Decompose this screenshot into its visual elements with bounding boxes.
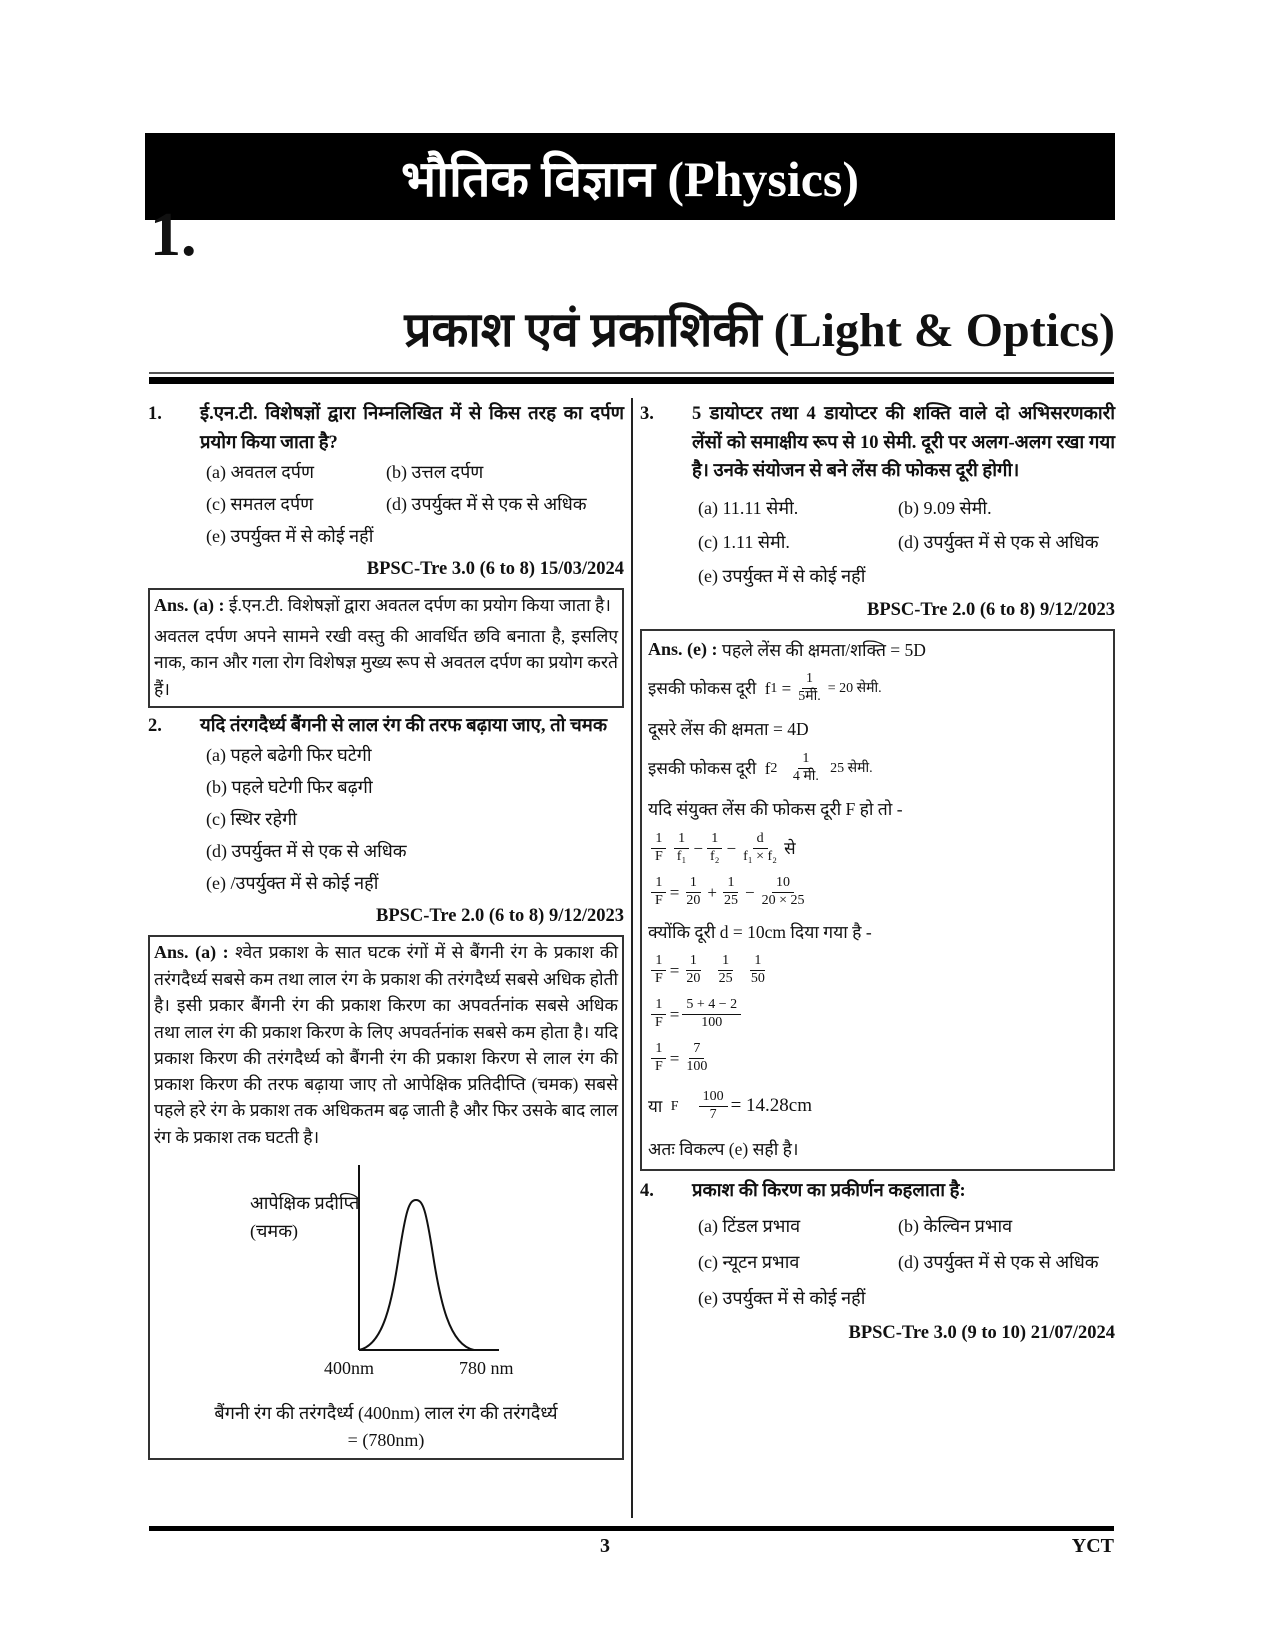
denominator: 5मी. (798, 689, 821, 705)
option-text: /उपर्युक्त में से कोई नहीं (230, 873, 379, 894)
options (698, 492, 1115, 594)
publisher-brand: YCT (1071, 1535, 1114, 1557)
graph-x-end-label: 780 nm (459, 1357, 514, 1378)
solution-text: इसकी फोकस दूरी (648, 758, 757, 778)
numerator: 1 (651, 997, 666, 1015)
question-text: प्रकाश की किरण का प्रकीर्णन कहलाता है: (692, 1180, 966, 1201)
option-label: (e) (698, 566, 718, 587)
denominator: F (655, 1015, 663, 1031)
numerator: 1 (674, 831, 689, 849)
graph-y-label: आपेक्षिक प्रदीप्ति (250, 1192, 360, 1213)
answer-label: Ans. (e) : (648, 639, 718, 660)
equation-substituted: $\frac{1}{F}$ = $\frac{1}{20}$ + $\frac{1}{25}$ − $\frac{10}{20 \times 25}$ (648, 871, 1109, 915)
denominator: F (655, 1059, 663, 1075)
right-column (640, 400, 1115, 1352)
numerator: 1 (651, 953, 666, 971)
option-label: (c) (206, 494, 226, 515)
numerator: 1 (707, 831, 722, 849)
fraction (789, 751, 823, 786)
numerator: 1 (718, 953, 733, 971)
denominator: f₁ × f₂ (743, 849, 778, 865)
option-text: उपर्युक्त में से कोई नहीं (722, 1288, 866, 1309)
question-4 (640, 1177, 1115, 1348)
option-label: (d) (386, 494, 407, 515)
option-label: (c) (206, 809, 226, 830)
graph-y-label-sub: (चमक) (250, 1220, 299, 1241)
exam-source: BPSC-Tre 3.0 (6 to 8) 15/03/2024 (366, 559, 624, 580)
denominator: 20 × 25 (761, 893, 805, 909)
options (206, 457, 624, 553)
denominator: 7 (709, 1107, 717, 1123)
brightness-graph (154, 1150, 618, 1400)
numerator: 1 (750, 953, 765, 971)
solution-line: दूसरे लेंस की क्षमता = 4D (648, 718, 809, 739)
var-f: f (764, 678, 771, 698)
option-text: उपर्युक्त में से एक से अधिक (923, 1252, 1099, 1273)
solution-line: क्योंकि दूरी d = 10cm दिया गया है - (648, 921, 872, 942)
solution-conclusion: अतः विकल्प (e) सही है। (648, 1138, 799, 1159)
question-number: 1. (148, 404, 162, 424)
option-text: टिंडल प्रभाव (722, 1216, 801, 1237)
question-number: 4. (640, 1180, 654, 1201)
option-text: समतल दर्पण (230, 494, 314, 515)
question-text: 5 डायोप्टर तथा 4 डायोप्टर की शक्ति वाले दो अभिसरणकारी लेंसों को समाक्षीय रूप से 10 सेमी. दूरी पर अलग-अलग रखा गया है। उनके संयोजन से बने लेंस की फोकस दूरी होगी। (692, 404, 1115, 482)
option-label: (e) (206, 873, 226, 894)
option-label: (a) (206, 745, 226, 766)
denominator: 100 (686, 1059, 708, 1075)
equation-step: $\frac{1}{F}$ = $\frac{7}{100}$ (648, 1037, 1109, 1081)
result: = 14.28cm (730, 1095, 812, 1117)
answer-label: Ans. (a) : (154, 595, 225, 616)
question-text: ई.एन.टी. विशेषज्ञों द्वारा निम्नलिखित में से किस तरह का दर्पण प्रयोग किया जाता है? (200, 404, 624, 453)
solution-f2 (648, 747, 1109, 791)
fraction (794, 671, 825, 706)
answer-box (640, 629, 1115, 1171)
option-label: (a) (698, 1216, 718, 1237)
solution-line: पहले लेंस की क्षमता/शक्ति = 5D (721, 639, 926, 660)
chapter-title: प्रकाश एवं प्रकाशिकी (Light & Optics) (404, 304, 1115, 357)
option-text: उपर्युक्त में से कोई नहीं (722, 566, 866, 587)
footer-rule (149, 1526, 1114, 1531)
numerator: d (753, 831, 768, 849)
header-rule-thick (149, 377, 1114, 384)
denominator: 25 (718, 971, 733, 987)
solution-line: यदि संयुक्त लेंस की फोकस दूरी F हो तो - (648, 798, 903, 819)
denominator: F (655, 893, 663, 909)
option-label: (b) (386, 462, 407, 483)
numerator: 1 (802, 671, 817, 689)
question-text: यदि तंरगदैर्ध्य बैंगनी से लाल रंग की तरफ बढ़ाया जाए, तो चमक (200, 715, 608, 736)
denominator: F (655, 849, 663, 865)
brightness-curve (359, 1200, 474, 1350)
option-text: उपर्युक्त में से एक से अधिक (411, 494, 587, 515)
denominator: F (655, 971, 663, 987)
option-label: (a) (206, 462, 226, 483)
solution-text: इसकी फोकस दूरी (648, 678, 757, 698)
option-label: (c) (698, 532, 718, 553)
option-text: 9.09 सेमी. (923, 498, 992, 519)
denominator: 25 (723, 893, 738, 909)
chapter-number: 1. (150, 201, 197, 269)
header-rule-thin (149, 372, 1114, 374)
graph-x-start-label: 400nm (324, 1357, 375, 1378)
option-text: उपर्युक्त में से एक से अधिक (923, 532, 1099, 553)
answer-box (148, 935, 624, 1460)
option-text: 1.11 सेमी. (722, 532, 790, 553)
options (206, 740, 624, 900)
numerator: 1 (686, 953, 701, 971)
solution-f1: इसकी फोकस दूरी f 1 = $\frac{1}{\text{5मी.}}$ = 20 सेमी. (648, 671, 882, 705)
var-F: F (670, 1099, 679, 1115)
option-text: उत्तल दर्पण (411, 462, 484, 483)
exam-source: BPSC-Tre 2.0 (6 to 8) 9/12/2023 (375, 906, 624, 927)
question-3 (640, 400, 1115, 1171)
solution-text: से (784, 838, 796, 858)
denominator: 20 (686, 971, 701, 987)
option-label: (b) (206, 777, 227, 798)
question-number: 3. (640, 404, 654, 424)
result: = 20 सेमी. (827, 681, 882, 697)
option-label: (b) (898, 498, 919, 519)
numerator: 5 + 4 − 2 (682, 997, 741, 1015)
option-text: न्यूटन प्रभाव (722, 1252, 800, 1273)
denominator: 20 (686, 893, 701, 909)
denominator: 4 मी. (792, 769, 819, 785)
numerator: 7 (689, 1041, 704, 1059)
result: 25 सेमी. (830, 761, 873, 777)
numerator: 1 (686, 875, 701, 893)
denominator: f₂ (709, 849, 720, 865)
answer-text: ई.एन.टी. विशेषज्ञों द्वारा अवतल दर्पण का प्रयोग किया जाता है। (228, 595, 611, 616)
question-number: 2. (148, 715, 162, 736)
numerator: 100 (699, 1089, 728, 1107)
option-text: पहले बढेगी फिर घटेगी (230, 745, 372, 766)
subscript: 1 (770, 681, 778, 697)
question-2 (148, 712, 624, 1460)
option-text: अवतल दर्पण (230, 462, 315, 483)
equation-step: $\frac{1}{F}$ = $\frac{1}{20}$ $\frac{1}{25}$ $\frac{1}{50}$ (648, 949, 1109, 993)
solution-text: या (648, 1096, 663, 1116)
question-1 (148, 400, 624, 708)
subscript: 2 (770, 761, 778, 777)
answer-text: अवतल दर्पण अपने सामने रखी वस्तु की आवर्धित छवि बनाता है, इसलिए नाक, कान और गला रोग विशेषज्ञ मुख्य रूप से अवतल दर्पण का प्रयोग करते हैं। (154, 626, 618, 699)
graph-caption: बैंगनी रंग की तरंगदैर्ध्य (400nm) लाल रंग की तरंगदैर्ध्य (214, 1402, 558, 1423)
option-label: (e) (206, 526, 226, 547)
exam-source: BPSC-Tre 3.0 (9 to 10) 21/07/2024 (848, 1323, 1115, 1344)
options (698, 1209, 1115, 1317)
numerator: 1 (651, 1041, 666, 1059)
option-label: (d) (206, 841, 227, 862)
numerator: 1 (798, 751, 813, 769)
denominator: 100 (701, 1015, 723, 1031)
option-text: स्थिर रहेगी (230, 809, 297, 830)
option-label: (c) (698, 1252, 718, 1273)
column-divider (631, 398, 633, 1518)
numerator: 1 (723, 875, 738, 893)
exam-source: BPSC-Tre 2.0 (6 to 8) 9/12/2023 (866, 600, 1115, 621)
equation-general: $\frac{1}{F}$ $\frac{1}{\text{f₁}}$ − $\frac{1}{\text{f₂}}$ − $\frac{d}{\text{f₁ × f₂}}$ से (648, 827, 1109, 871)
page-number: 3 (600, 1535, 610, 1557)
option-label: (a) (698, 498, 718, 519)
equation-step: $\frac{1}{F}$ = $\frac{5 + 4 - 2}{100}$ (648, 993, 1109, 1037)
equation-result (648, 1081, 1109, 1133)
numerator: 1 (651, 875, 666, 893)
option-text: केल्विन प्रभाव (923, 1216, 1013, 1237)
option-text: उपर्युक्त में से एक से अधिक (231, 841, 407, 862)
var-f: f (764, 758, 771, 778)
subject-banner (145, 133, 1115, 220)
answer-box (148, 588, 624, 708)
brightness-curve-figure (354, 1160, 504, 1360)
graph-caption-value: = (780nm) (347, 1429, 425, 1450)
option-label: (d) (898, 532, 919, 553)
option-label: (e) (698, 1288, 718, 1309)
denominator: f₁ (676, 849, 687, 865)
denominator: 50 (750, 971, 765, 987)
option-label: (d) (898, 1252, 919, 1273)
numerator: 1 (651, 831, 666, 849)
option-text: पहले घटेगी फिर बढ़गी (231, 777, 373, 798)
option-text: उपर्युक्त में से कोई नहीं (230, 526, 374, 547)
option-text: 11.11 सेमी. (722, 498, 799, 519)
numerator: 10 (772, 875, 794, 893)
answer-text: श्वेत प्रकाश के सात घटक रंगों में से बैंगनी रंग के प्रकाश की तरंगदैर्ध्य सबसे कम तथा लाल रंग के प्रकाश की तरंगदैर्ध्य सबसे अधिक होती है। इसी प्रकार बैंगनी रंग की प्रकाश किरण का अपवर्तनांक सबसे अधिक तथा लाल रंग की प्रकाश किरण के लिए अपवर्तनांक सबसे कम होता है। यदि प्रकाश किरण की तरंगदैर्ध्य को बैंगनी रंग की प्रकाश किरण से लाल रंग की प्रकाश किरण की तरफ बढ़ाया जाए तो आपेक्षिक प्रतिदीप्ति (चमक) सबसे पहले हरे रंग के प्रकाश तक अधिकतम बढ़ जाती है और फिर उसके बाद लाल रंग के प्रकाश तक घटती है। (154, 942, 619, 1147)
option-label: (b) (898, 1216, 919, 1237)
answer-label: Ans. (a) : (154, 942, 229, 963)
left-column (148, 400, 624, 1460)
banner-title: भौतिक विज्ञान (Physics) (400, 150, 860, 207)
